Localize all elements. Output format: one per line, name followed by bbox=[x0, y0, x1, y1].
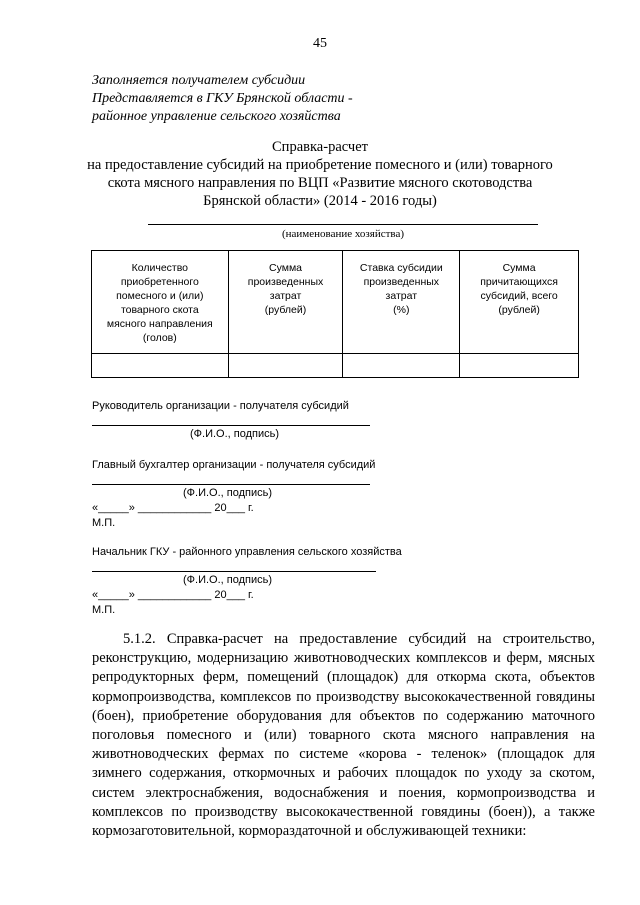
date-line-2: «_____» ____________ 20___ г. bbox=[92, 589, 254, 601]
seal-placeholder: М.П. bbox=[92, 517, 116, 529]
subsidy-table bbox=[91, 250, 579, 378]
date-line: «_____» ____________ 20___ г. bbox=[92, 502, 254, 514]
header-note-line-3: районное управление сельского хозяйства bbox=[92, 109, 341, 124]
title-line-4: Брянской области» (2014 - 2016 годы) bbox=[203, 193, 437, 209]
farm-name-line[interactable] bbox=[148, 224, 538, 225]
table-cell-costs[interactable] bbox=[228, 354, 343, 378]
table-cell-subsidy-total[interactable] bbox=[460, 354, 579, 378]
farm-name-caption: (наименование хозяйства) bbox=[281, 228, 405, 240]
accountant-signature-caption: (Ф.И.О., подпись) bbox=[183, 487, 273, 499]
table-cell-rate[interactable] bbox=[343, 354, 460, 378]
header-cell-quantity: Количество приобретенного помесного и (или) товарного скота мясного направления (голов) bbox=[92, 251, 229, 354]
header-cell-rate: Ставка субсидии произведенных затрат (%) bbox=[343, 251, 460, 354]
title-line-1: Справка-расчет bbox=[272, 139, 368, 155]
paragraph-text: 5.1.2. Справка-расчет на предоставление субсидий на строительство, реконструкцию, модернизацию животноводческих комплексов и ферм, мясных репродукторных ферм, помещений (площадок) для откорма скота, объектов кормопроизводства, комплексов по производству высококачественной говядины (боен), приобретение оборудования для объектов по содержанию маточного поголовья помесного и (или) товарного скота мясного направления на животноводческих фермах по системе «корова - теленок» (площадок для зимнего содержания, откормочных и рабочих площадок по уходу за скотом, систем электроснабжения, водоснабжения и поения, кормопроизводства и комплексов по производству высококачественной говядины (боен)), а также кормозаготовительной, кормораздаточной и обслуживающей техники: bbox=[92, 631, 595, 840]
document-title bbox=[70, 138, 570, 210]
table-cell-quantity[interactable] bbox=[92, 354, 229, 378]
title-line-2: на предоставление субсидий на приобретение помесного и (или) товарного bbox=[87, 157, 553, 173]
head-signature-caption: (Ф.И.О., подпись) bbox=[190, 428, 280, 440]
head-signature-line[interactable] bbox=[92, 425, 370, 426]
header-note-line-1: Заполняется получателем субсидии bbox=[92, 73, 306, 88]
table-header-row bbox=[92, 251, 579, 354]
header-cell-subsidy-total: Сумма причитающихся субсидий, всего (рублей) bbox=[460, 251, 579, 354]
chief-signature-caption: (Ф.И.О., подпись) bbox=[183, 574, 273, 586]
page-number: 45 bbox=[313, 36, 327, 51]
header-cell-costs: Сумма произведенных затрат (рублей) bbox=[228, 251, 343, 354]
chief-signature-line[interactable] bbox=[92, 571, 376, 572]
chief-signature-label: Начальник ГКУ - районного управления сельского хозяйства bbox=[92, 546, 402, 558]
header-note-line-2: Представляется в ГКУ Брянской области - bbox=[92, 91, 353, 106]
seal-placeholder-2: М.П. bbox=[92, 604, 116, 616]
table-row bbox=[92, 354, 579, 378]
head-signature-label: Руководитель организации - получателя субсидий bbox=[92, 400, 349, 412]
title-line-3: скота мясного направления по ВЦП «Развитие мясного скотоводства bbox=[107, 175, 533, 191]
accountant-signature-line[interactable] bbox=[92, 484, 370, 485]
section-5-1-2-paragraph bbox=[92, 630, 595, 841]
accountant-signature-label: Главный бухгалтер организации - получателя субсидий bbox=[92, 459, 376, 471]
